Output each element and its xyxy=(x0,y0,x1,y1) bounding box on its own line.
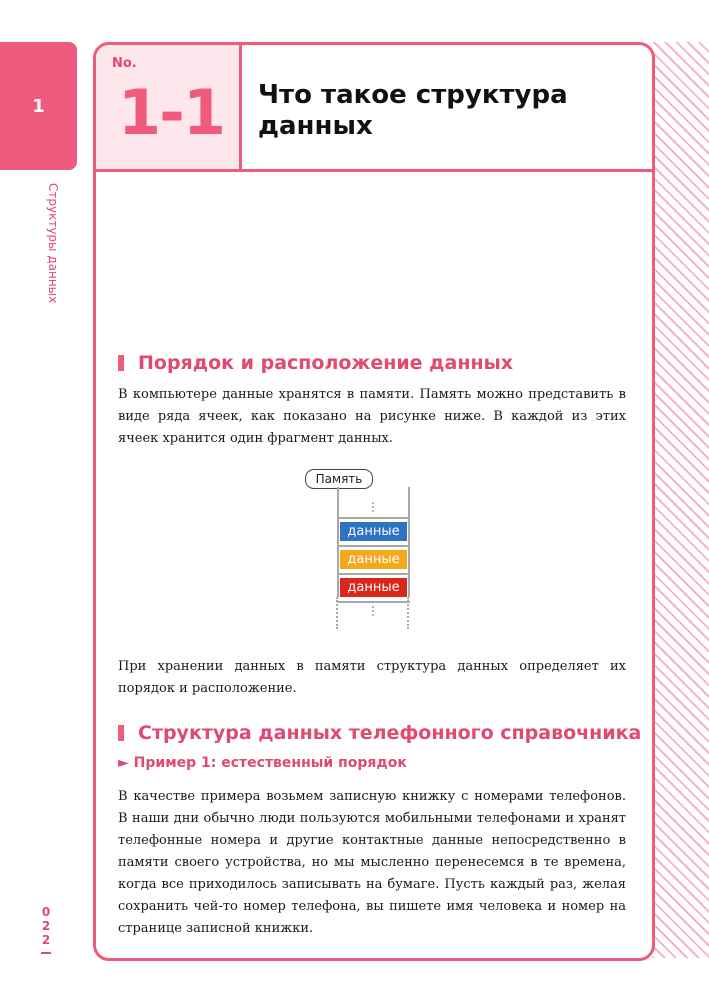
heading-marker xyxy=(118,725,124,741)
paragraph: В компьютере данные хранятся в памяти. Память можно представить в виде ряда ячеек, как показано на рисунке ниже. В каждой из этих ячеек хранится один фрагмент данных. xyxy=(118,387,626,446)
section-heading xyxy=(118,352,513,374)
paragraph: В качестве примера возьмем записную книжку с номерами телефонов. В наши дни обычно люди пользуются мобильными телефонами и хранят телефонные номера и другие контактные данные непосредственно в памяти своего устройства, но мы мысленно перенесемся в те времена, когда все приходилось записывать на бумаге. Пусть каждый раз, желая сохранить чей-то номер телефона, вы пишете имя человека и номер на странице записной книжки. xyxy=(118,789,626,936)
memory-left-wall xyxy=(337,487,339,597)
chapter-number: 1 xyxy=(32,95,45,117)
chapter-title-vertical: Структуры данных xyxy=(46,183,60,304)
page-number-digit: 2 xyxy=(41,933,51,947)
paragraph: При хранении данных в памяти структура данных определяет их порядок и расположение. xyxy=(118,659,626,696)
section-number: 1-1 xyxy=(118,76,225,149)
decorative-stripes xyxy=(652,42,709,958)
memory-cell-divider xyxy=(337,517,410,519)
page-number-digit: 0 xyxy=(41,905,51,919)
memory-cell-divider xyxy=(337,545,410,547)
section-heading xyxy=(118,722,641,744)
page-title: Что такое структура данных xyxy=(258,80,568,141)
section-heading-text: Порядок и расположение данных xyxy=(138,352,514,374)
memory-top-ellipsis xyxy=(372,502,376,512)
section-number-label: No. xyxy=(112,56,137,71)
memory-right-wall xyxy=(408,487,410,597)
page-number xyxy=(40,905,52,947)
memory-cell-divider xyxy=(337,573,410,575)
section-heading-text: Структура данных телефонного справочника xyxy=(138,722,642,744)
memory-cell-yellow: данные xyxy=(340,550,407,569)
memory-cell-blue: данные xyxy=(340,522,407,541)
page-number-digit: 2 xyxy=(41,919,51,933)
page-number-rule xyxy=(41,952,51,954)
heading-marker xyxy=(118,355,124,371)
memory-bottom-ellipsis xyxy=(372,606,376,616)
memory-label: Память xyxy=(305,469,373,489)
example-subheading: ► Пример 1: естественный порядок xyxy=(118,755,407,771)
memory-cell-red: данные xyxy=(340,578,407,597)
memory-cell-divider xyxy=(337,601,410,603)
